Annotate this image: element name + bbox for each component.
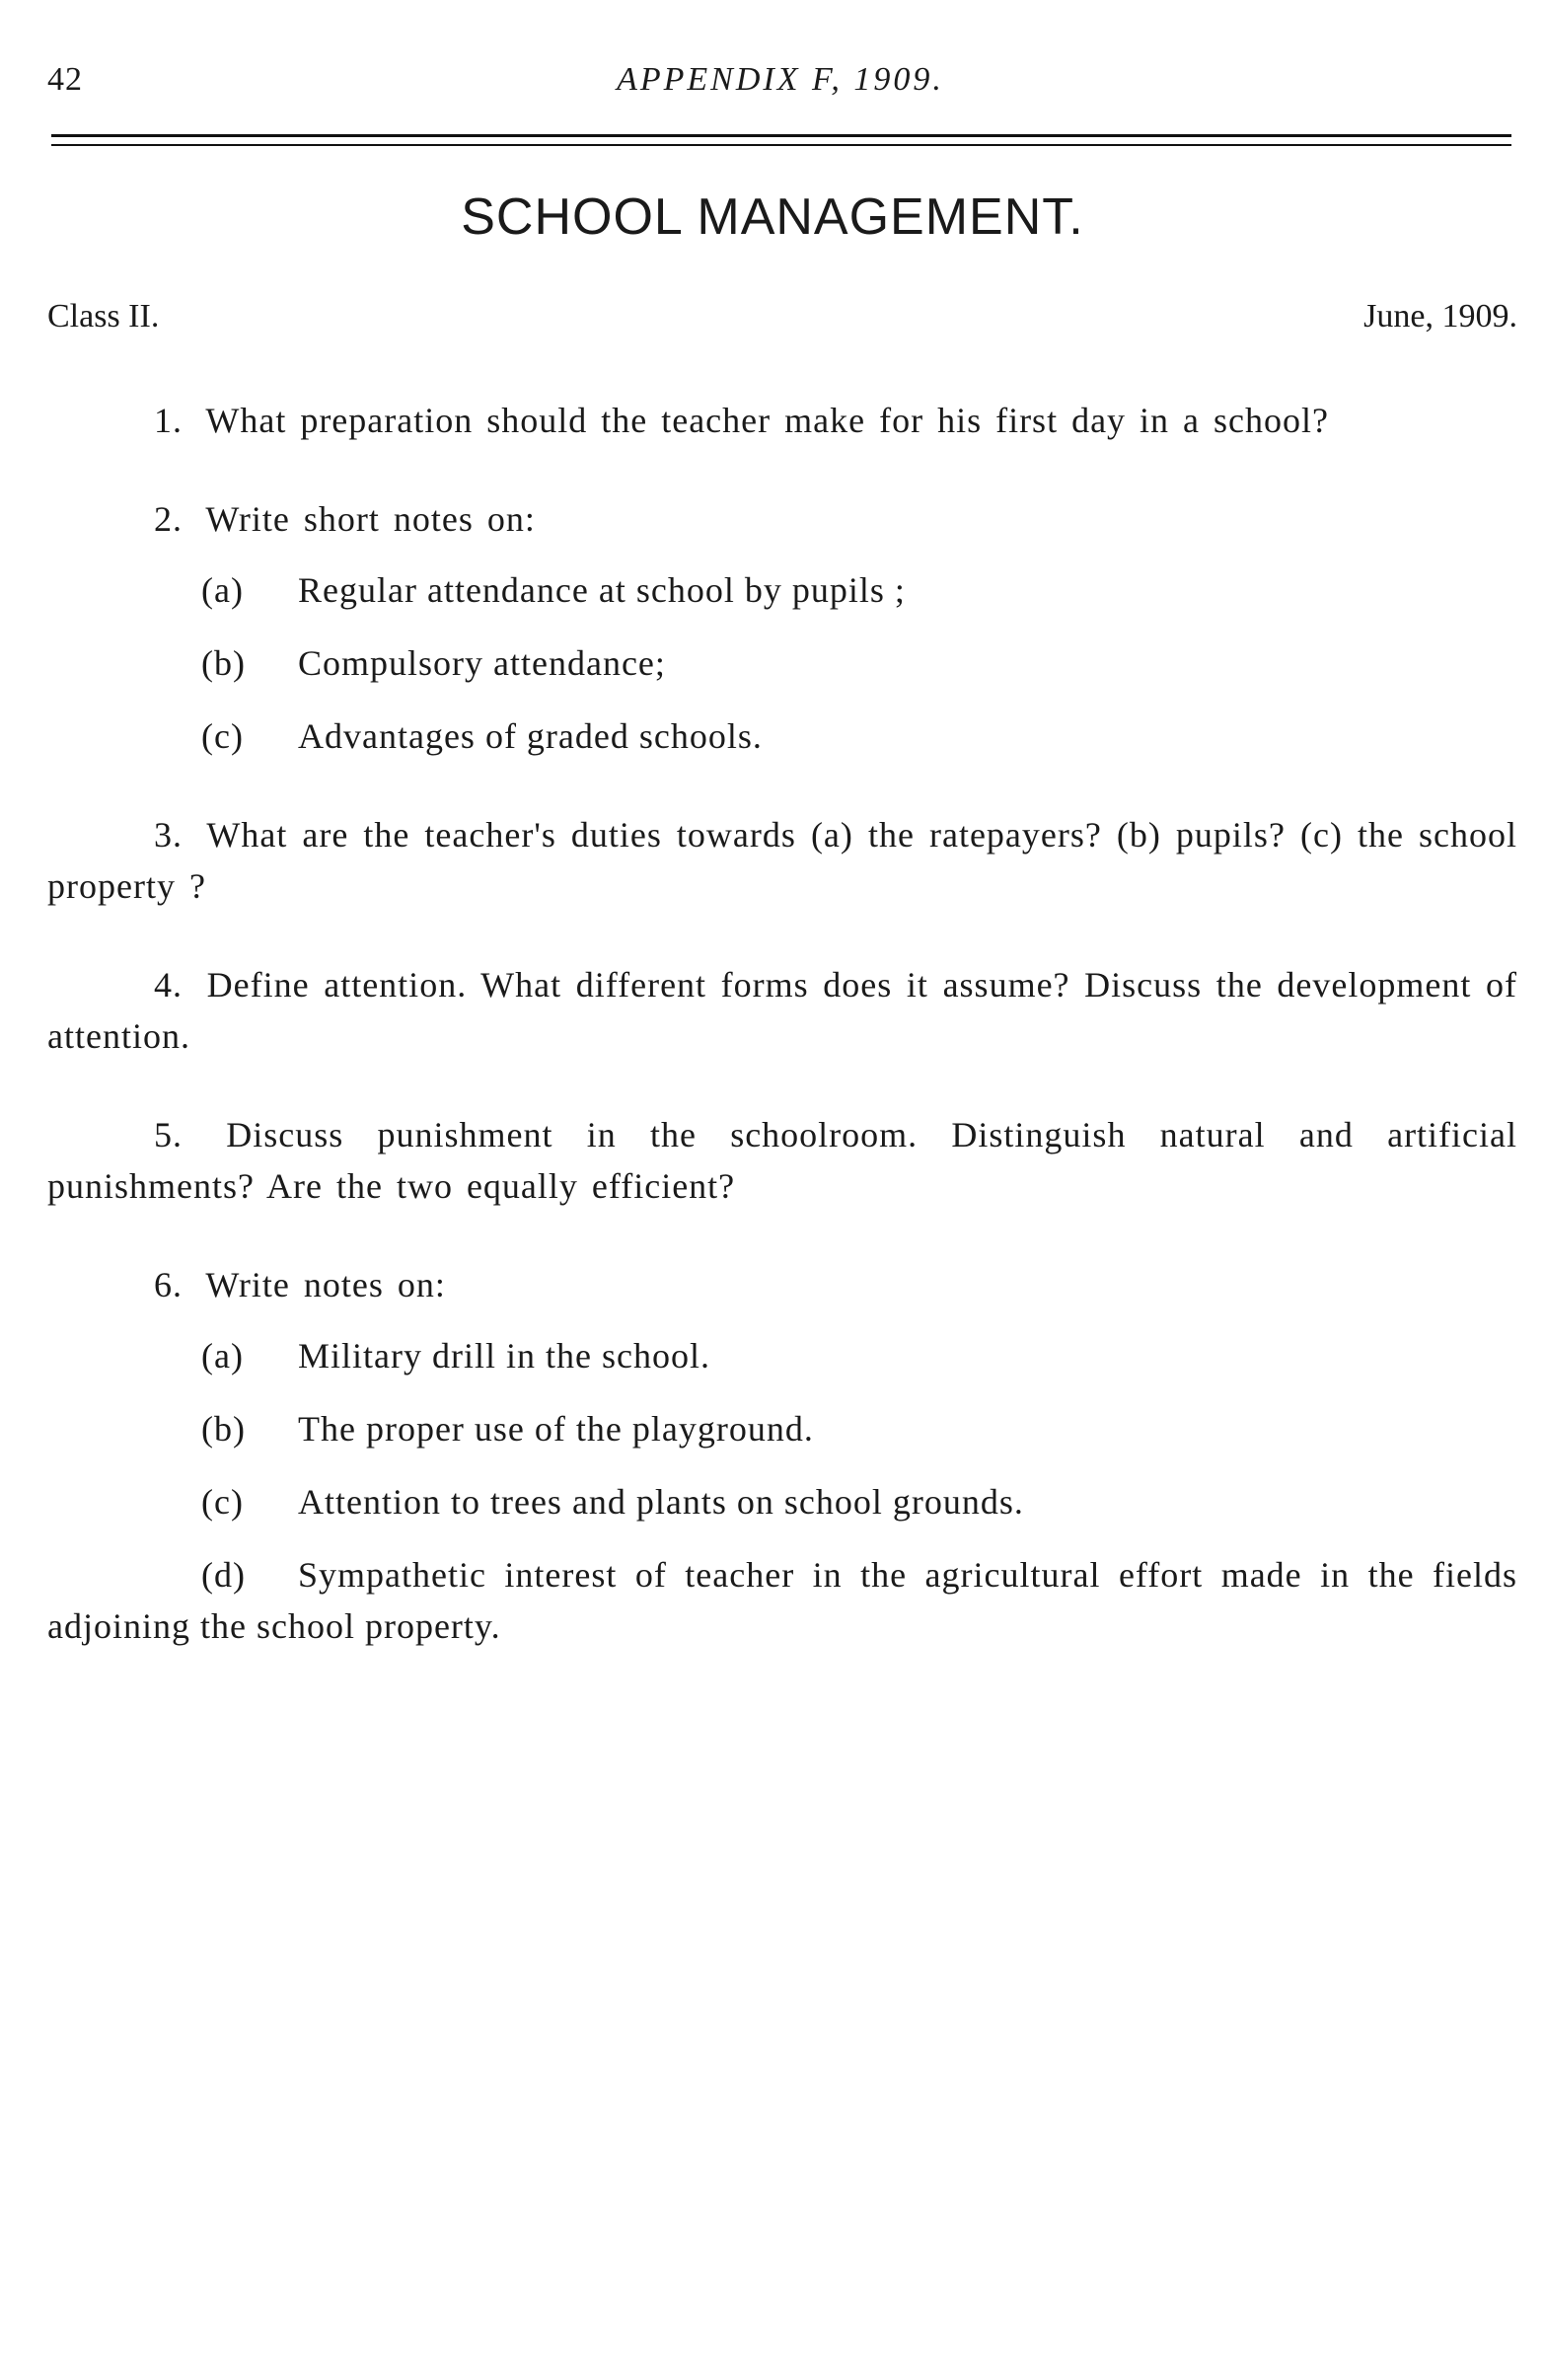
question-4 bbox=[47, 959, 1517, 1062]
question-text: Discuss punishment in the schoolroom. Distinguish natural and artificial punishments? Are the two equally efficient? bbox=[47, 1115, 1518, 1206]
sub-item-label: (c) bbox=[201, 1482, 244, 1522]
sub-item-2a bbox=[47, 564, 1517, 616]
page-number: 42 bbox=[47, 61, 83, 98]
sub-item-text: The proper use of the playground. bbox=[298, 1409, 814, 1449]
sub-item-label: (a) bbox=[201, 570, 244, 610]
sub-item-text: Regular attendance at school by pupils ; bbox=[298, 570, 906, 610]
question-number: 1. bbox=[154, 401, 183, 440]
question-1 bbox=[47, 395, 1517, 446]
sub-item-6d bbox=[47, 1549, 1517, 1652]
question-text: Write short notes on: bbox=[205, 499, 536, 539]
question-2 bbox=[47, 493, 1517, 545]
sub-item-text: Sympathetic interest of teacher in the agricultural effort made in the fields adjoining the school property. bbox=[47, 1555, 1517, 1646]
sub-item-label: (d) bbox=[201, 1555, 246, 1595]
sub-item-label: (b) bbox=[201, 643, 246, 683]
sub-item-6a bbox=[47, 1330, 1517, 1381]
question-number: 5. bbox=[154, 1115, 183, 1154]
question-text: Define attention. What different forms does it assume? Discuss the development of attention. bbox=[47, 965, 1517, 1056]
question-text: What preparation should the teacher make for his first day in a school? bbox=[205, 401, 1329, 440]
question-text: What are the teacher's duties towards (a) the ratepayers? (b) pupils? (c) the school property ? bbox=[47, 815, 1517, 906]
header-rule bbox=[51, 134, 1511, 137]
sub-item-text: Attention to trees and plants on school grounds. bbox=[298, 1482, 1024, 1522]
question-6 bbox=[47, 1259, 1517, 1310]
page-header bbox=[47, 61, 1513, 111]
header-rule-thin bbox=[51, 144, 1511, 146]
sub-item-6b bbox=[47, 1403, 1517, 1454]
question-list bbox=[47, 395, 1517, 1673]
spacer bbox=[47, 783, 1517, 809]
class-label: Class II. bbox=[47, 298, 160, 335]
sub-item-label: (c) bbox=[201, 716, 244, 756]
sub-item-6c bbox=[47, 1476, 1517, 1527]
sub-item-2c bbox=[47, 710, 1517, 762]
question-5 bbox=[47, 1109, 1517, 1212]
running-head: APPENDIX F, 1909. bbox=[617, 61, 944, 98]
sub-item-text: Military drill in the school. bbox=[298, 1336, 710, 1376]
question-number: 4. bbox=[154, 965, 183, 1004]
sub-item-text: Compulsory attendance; bbox=[298, 643, 666, 683]
sub-item-label: (b) bbox=[201, 1409, 246, 1449]
sub-item-2b bbox=[47, 637, 1517, 689]
section-title: SCHOOL MANAGEMENT. bbox=[461, 188, 1084, 246]
sub-item-text: Advantages of graded schools. bbox=[298, 716, 763, 756]
sub-item-label: (a) bbox=[201, 1336, 244, 1376]
question-number: 2. bbox=[154, 499, 183, 539]
question-number: 3. bbox=[154, 815, 183, 855]
question-number: 6. bbox=[154, 1265, 183, 1304]
exam-date: June, 1909. bbox=[1363, 298, 1517, 335]
question-text: Write notes on: bbox=[205, 1265, 446, 1304]
question-3 bbox=[47, 809, 1517, 912]
